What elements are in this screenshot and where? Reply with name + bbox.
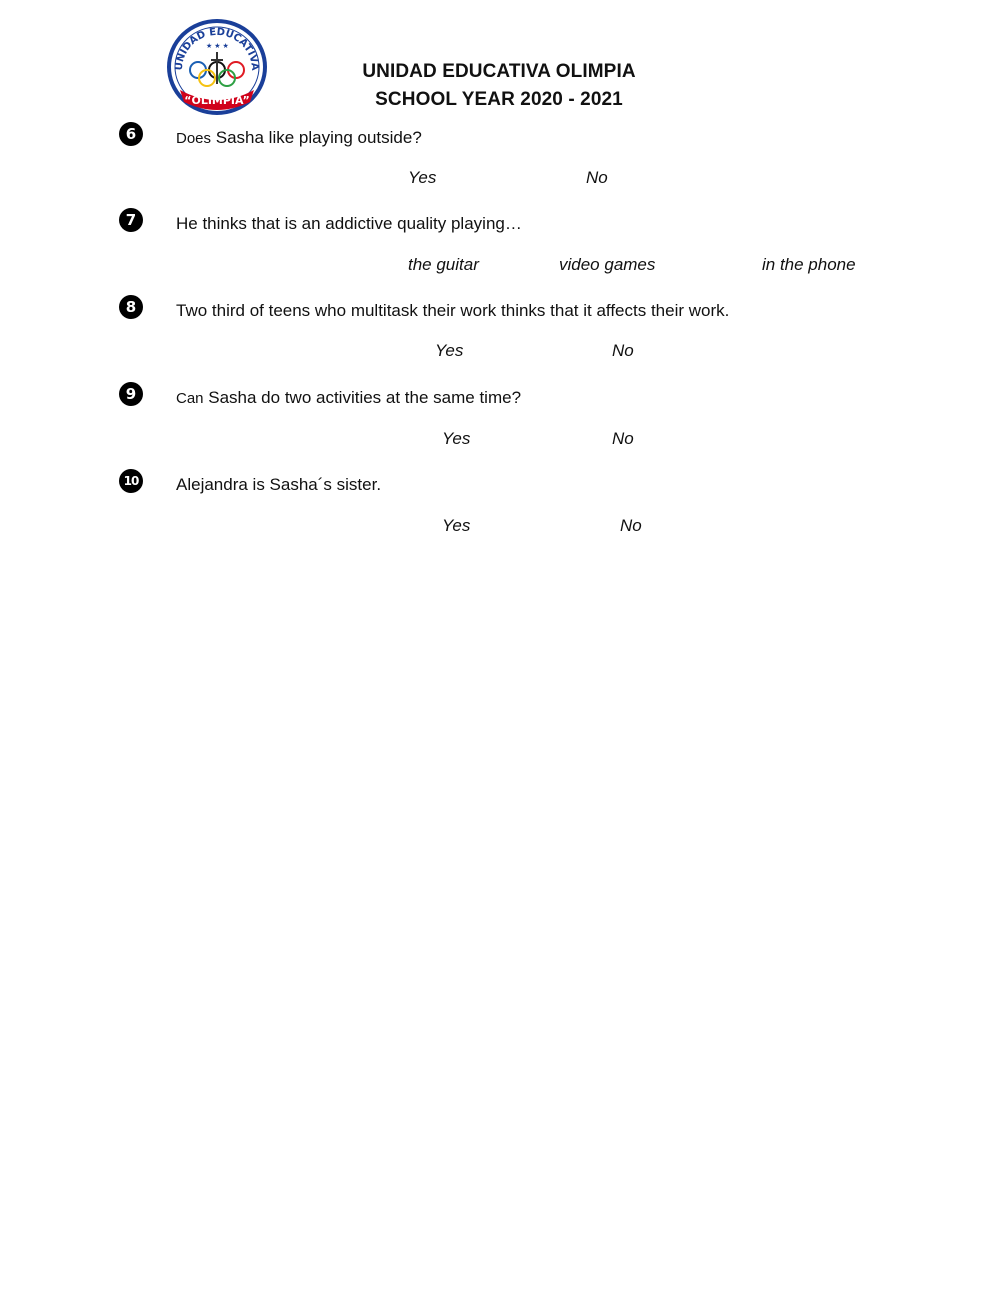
question-lead: Does	[176, 130, 212, 147]
question-number: 8	[119, 295, 143, 319]
question-text	[176, 474, 381, 496]
svg-text:★ ★ ★: ★ ★ ★	[206, 43, 229, 50]
question-number: 9	[119, 382, 143, 406]
answer-option[interactable]: in the phone	[762, 255, 856, 274]
answer-option[interactable]: Yes	[435, 341, 464, 360]
answer-option[interactable]: the guitar	[408, 255, 479, 274]
svg-text:UNIDAD EDUCATIVA: UNIDAD EDUCATIVA	[173, 26, 261, 71]
question-body: Sasha like playing outside?	[211, 128, 422, 147]
question-body: Two third of teens who multitask their work thinks that it affects their work.	[176, 301, 730, 320]
question-text	[176, 127, 422, 150]
question-text	[176, 213, 522, 235]
question-text	[176, 387, 521, 410]
school-logo	[166, 18, 268, 116]
question-number: 10	[119, 469, 143, 493]
question-number: 7	[119, 208, 143, 232]
answer-option[interactable]: Yes	[442, 516, 471, 535]
question-body: Sasha do two activities at the same time?	[203, 388, 522, 407]
question-lead: Can	[176, 390, 204, 407]
answer-option[interactable]: Yes	[408, 168, 437, 187]
question-body: He thinks that is an addictive quality playing…	[176, 214, 522, 233]
svg-text:“OLIMPIA”: “OLIMPIA”	[184, 94, 250, 107]
answer-option[interactable]: Yes	[442, 429, 471, 448]
answer-option[interactable]: No	[620, 516, 642, 535]
school-name: UNIDAD EDUCATIVA OLIMPIA	[362, 61, 636, 82]
answer-option[interactable]: No	[586, 168, 608, 187]
school-year: SCHOOL YEAR 2020 - 2021	[375, 89, 623, 110]
answer-option[interactable]: No	[612, 429, 634, 448]
worksheet-header	[290, 58, 708, 114]
answer-option[interactable]: video games	[559, 255, 656, 274]
question-body: Alejandra is Sasha´s sister.	[176, 475, 382, 494]
question-text	[176, 300, 729, 322]
question-number: 6	[119, 122, 143, 146]
answer-option[interactable]: No	[612, 341, 634, 360]
